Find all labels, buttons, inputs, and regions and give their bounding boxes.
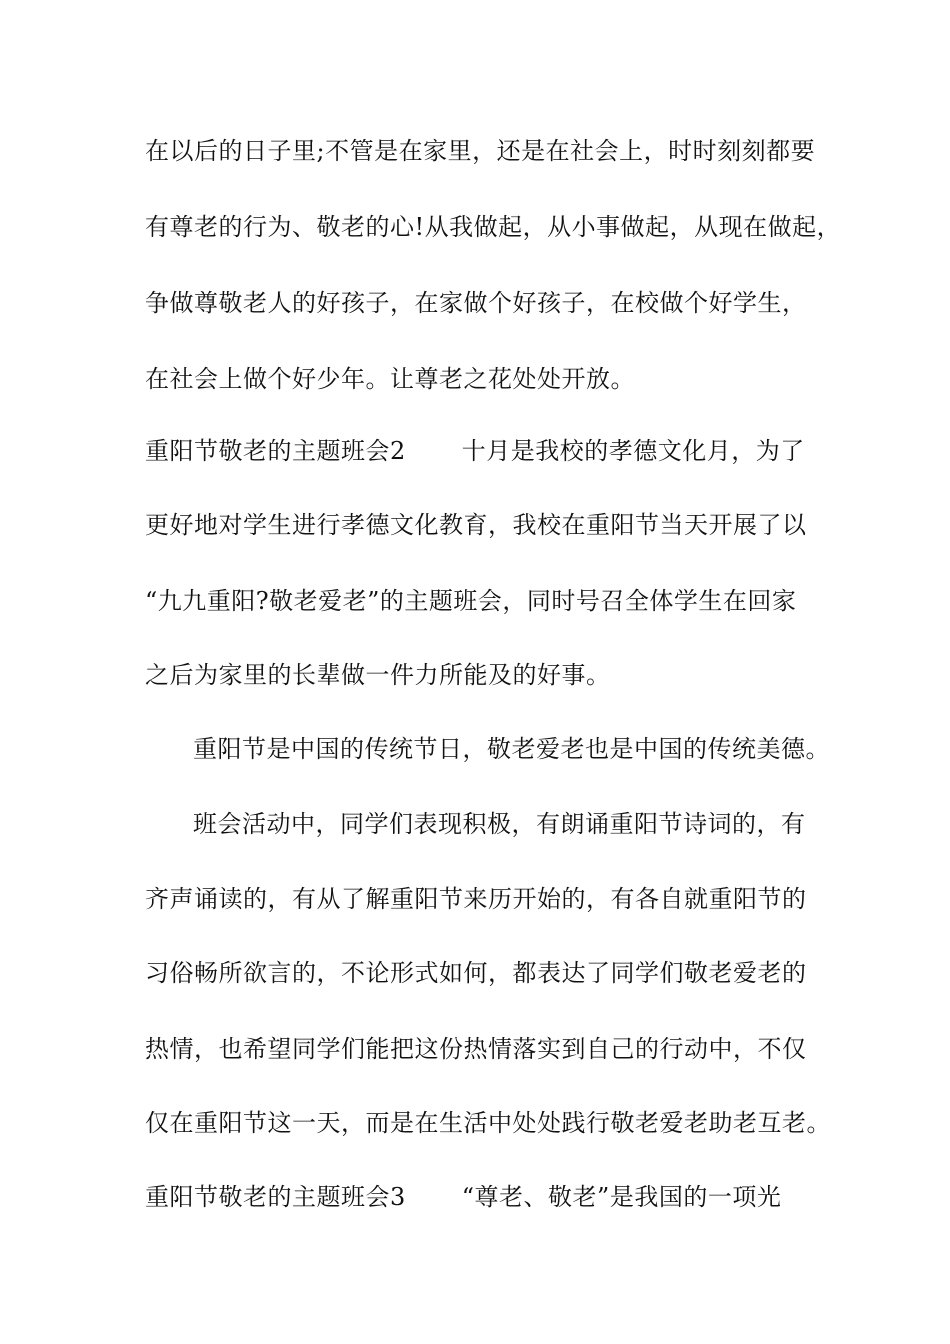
paragraph-line: 班会活动中，同学们表现积极，有朗诵重阳节诗词的，有 (193, 810, 806, 838)
paragraph-line: 重阳节是中国的传统节日，敬老爱老也是中国的传统美德。 (193, 735, 830, 763)
paragraph-text: “尊老、敬老”是我国的一项光 (461, 1183, 782, 1211)
paragraph-line: “九九重阳?敬老爱老”的主题班会，同时号召全体学生在回家 (145, 587, 797, 615)
paragraph-line: 仅在重阳节这一天，而是在生活中处处践行敬老爱老助老互老。 (145, 1109, 831, 1137)
paragraph-line: 在以后的日子里;不管是在家里，还是在社会上，时时刻刻都要 (145, 137, 816, 165)
paragraph-line: 热情，也希望同学们能把这份热情落实到自己的行动中，不仅 (145, 1035, 807, 1063)
section-heading-line (145, 436, 825, 466)
section-heading: 重阳节敬老的主题班会3 (145, 1183, 406, 1211)
paragraph-line: 有尊老的行为、敬老的心!从我做起，从小事做起，从现在做起， (145, 213, 842, 241)
paragraph-line: 习俗畅所欲言的，不论形式如何，都表达了同学们敬老爱老的 (145, 959, 807, 987)
paragraph-line: 更好地对学生进行孝德文化教育，我校在重阳节当天开展了以 (145, 511, 807, 539)
paragraph-line: 之后为家里的长辈做一件力所能及的好事。 (145, 661, 611, 689)
paragraph-text: 十月是我校的孝德文化月，为了 (461, 437, 805, 465)
paragraph-line: 在社会上做个好少年。让尊老之花处处开放。 (145, 365, 635, 393)
paragraph-line: 争做尊敬老人的好孩子，在家做个好孩子，在校做个好学生， (145, 289, 807, 317)
section-heading-line (145, 1182, 825, 1212)
section-heading: 重阳节敬老的主题班会2 (145, 437, 406, 465)
paragraph-line: 齐声诵读的，有从了解重阳节来历开始的，有各自就重阳节的 (145, 885, 807, 913)
